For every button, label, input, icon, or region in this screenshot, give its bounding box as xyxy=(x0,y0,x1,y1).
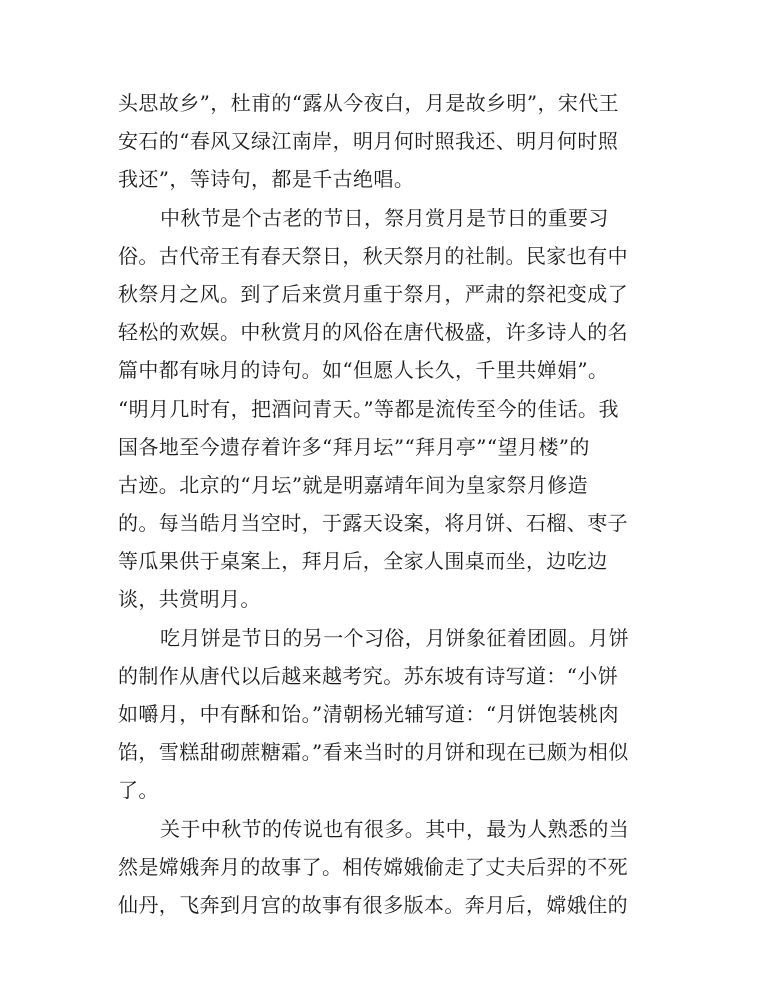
text-line: 我还”，等诗句，都是千古绝唱。 xyxy=(118,167,415,192)
text-line: 然是嫦娥奔月的故事了。相传嫦娥偷走了丈夫后羿的不死 xyxy=(118,854,628,879)
text-line: 馅，雪糕甜砌蔗糖霜。”看来当时的月饼和现在已颇为相似 xyxy=(118,740,629,765)
paragraph-start-line: 吃月饼是节日的另一个习俗，月饼象征着团圆。月饼 xyxy=(160,625,630,650)
text-line: 俗。古代帝王有春天祭日，秋天祭月的社制。民家也有中 xyxy=(118,243,628,268)
paragraph-start-line: 关于中秋节的传说也有很多。其中，最为人熟悉的当 xyxy=(160,816,630,841)
text-line: 头思故乡”，杜甫的“露从今夜白，月是故乡明”，宋代王 xyxy=(118,91,620,115)
text-line: 如嚼月，中有酥和饴。”清朝杨光辅写道：“月饼饱装桃肉 xyxy=(118,702,619,726)
text-line: 谈，共赏明月。 xyxy=(118,587,261,612)
text-line: 轻松的欢娱。中秋赏月的风俗在唐代极盛，许多诗人的名 xyxy=(118,320,628,345)
text-line: 的制作从唐代以后越来越考究。苏东坡有诗写道：“小饼 xyxy=(118,663,619,688)
text-line: 了。 xyxy=(118,778,159,803)
body-text xyxy=(118,84,648,924)
text-line: 仙丹，飞奔到月宫的故事有很多版本。奔月后，嫦娥住的 xyxy=(118,892,628,917)
text-line: 秋祭月之风。到了后来赏月重于祭月，严肃的祭祀变成了 xyxy=(118,281,628,306)
text-line: 国各地至今遗存着许多“拜月坛”“拜月亭”“望月楼”的 xyxy=(118,434,590,459)
text-line: 的。每当皓月当空时，于露天设案，将月饼、石榴、枣子 xyxy=(118,511,628,536)
text-line: 等瓜果供于桌案上，拜月后，全家人围桌而坐，边吃边 xyxy=(118,549,608,574)
text-line: 古迹。北京的“月坛”就是明嘉靖年间为皇家祭月修造 xyxy=(118,472,589,497)
paragraph-start-line: 中秋节是个古老的节日，祭月赏月是节日的重要习 xyxy=(160,205,609,230)
text-line: 篇中都有咏月的诗句。如“但愿人长久，千里共婵娟”。 xyxy=(118,358,609,383)
text-line: 安石的“春风又绿江南岸，明月何时照我还、明月何时照 xyxy=(118,129,619,154)
text-line: “明月几时有，把酒问青天。”等都是流传至今的佳话。我 xyxy=(118,396,619,421)
